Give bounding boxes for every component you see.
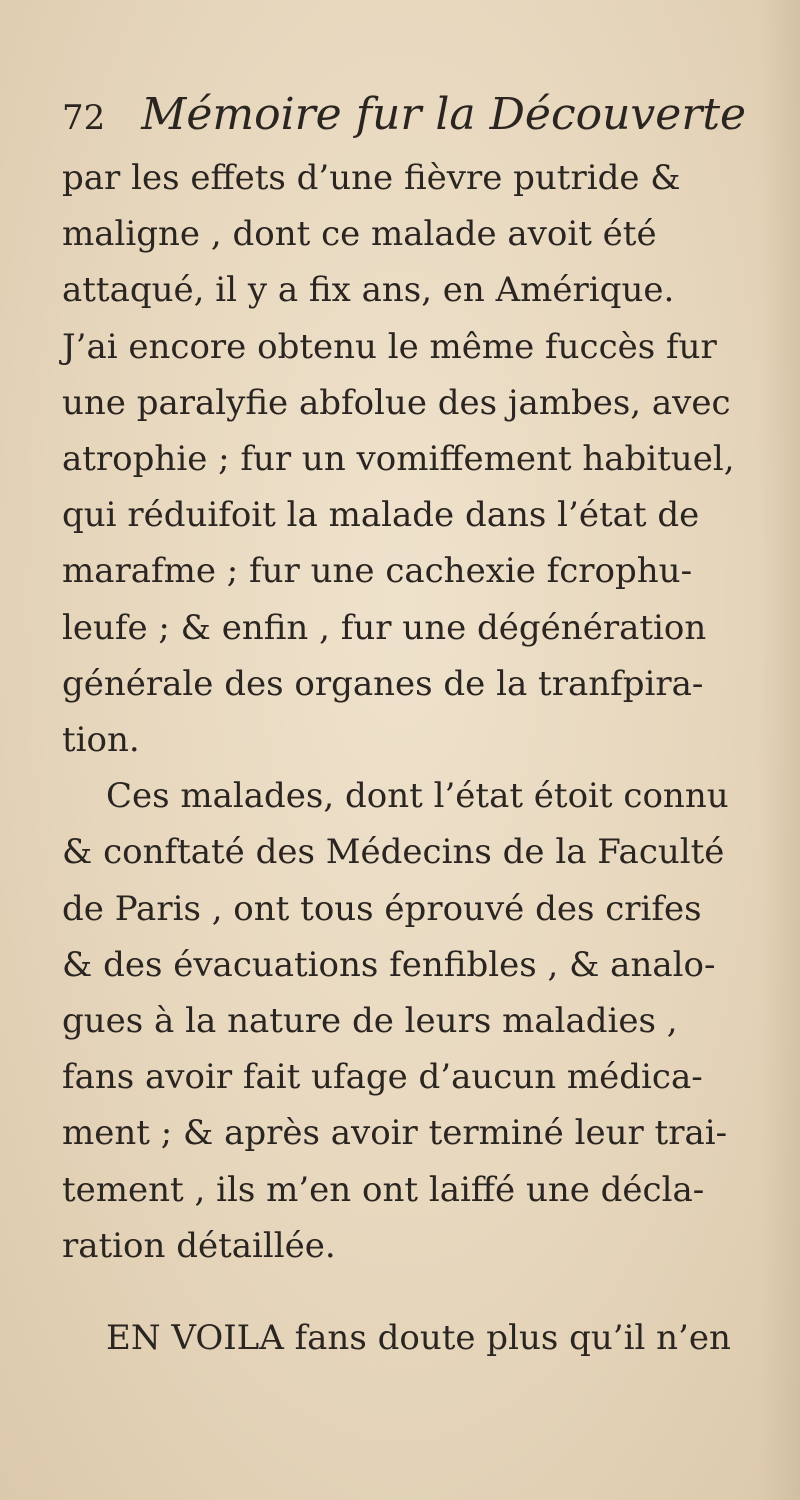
paragraph-gap [62,1274,782,1310]
text-line: tement , ils m’en ont laiffé une décla- [62,1169,705,1210]
text-line: qui réduifoit la malade dans l’état de [62,495,700,536]
text-line: leufe ; & enfin , fur une dégénération [62,607,707,648]
text-line: J’ai encore obtenu le même fuccès fur [62,326,717,367]
text-line: de Paris , ont tous éprouvé des crifes [62,888,702,929]
page-number: 72 [62,98,106,138]
text-line: marafme ; fur une cachexie fcrophu- [62,551,693,592]
body-text [62,150,782,1366]
text-line: attaqué, il y a fix ans, en Amérique. [62,270,675,311]
text-line: par les effets d’une fièvre putride & [62,158,681,198]
text-line: ration détaillée. [62,1225,336,1266]
paragraph-start-line: EN VOILA fans doute plus qu’il n’en [106,1318,731,1359]
text-line: atrophie ; fur un vomiffement habituel, [62,439,735,480]
text-line: fans avoir fait ufage d’aucun médica- [62,1057,703,1098]
text-line: une paralyfie abfolue des jambes, avec [62,382,731,423]
text-line: & conftaté des Médecins de la Faculté [62,832,725,873]
text-line: maligne , dont ce malade avoit été [62,214,657,255]
running-title: Mémoire fur la Découverte [141,89,747,140]
text-line: tion. [62,720,140,761]
text-line: ment ; & après avoir terminé leur trai- [62,1113,728,1154]
page-header [62,88,746,145]
text-line: gues à la nature de leurs maladies , [62,1001,678,1042]
paragraph-start-line: Ces malades, dont l’état étoit connu [106,776,729,817]
text-line: générale des organes de la tranfpira- [62,663,704,704]
text-line: & des évacuations fenfibles , & analo- [62,944,716,985]
